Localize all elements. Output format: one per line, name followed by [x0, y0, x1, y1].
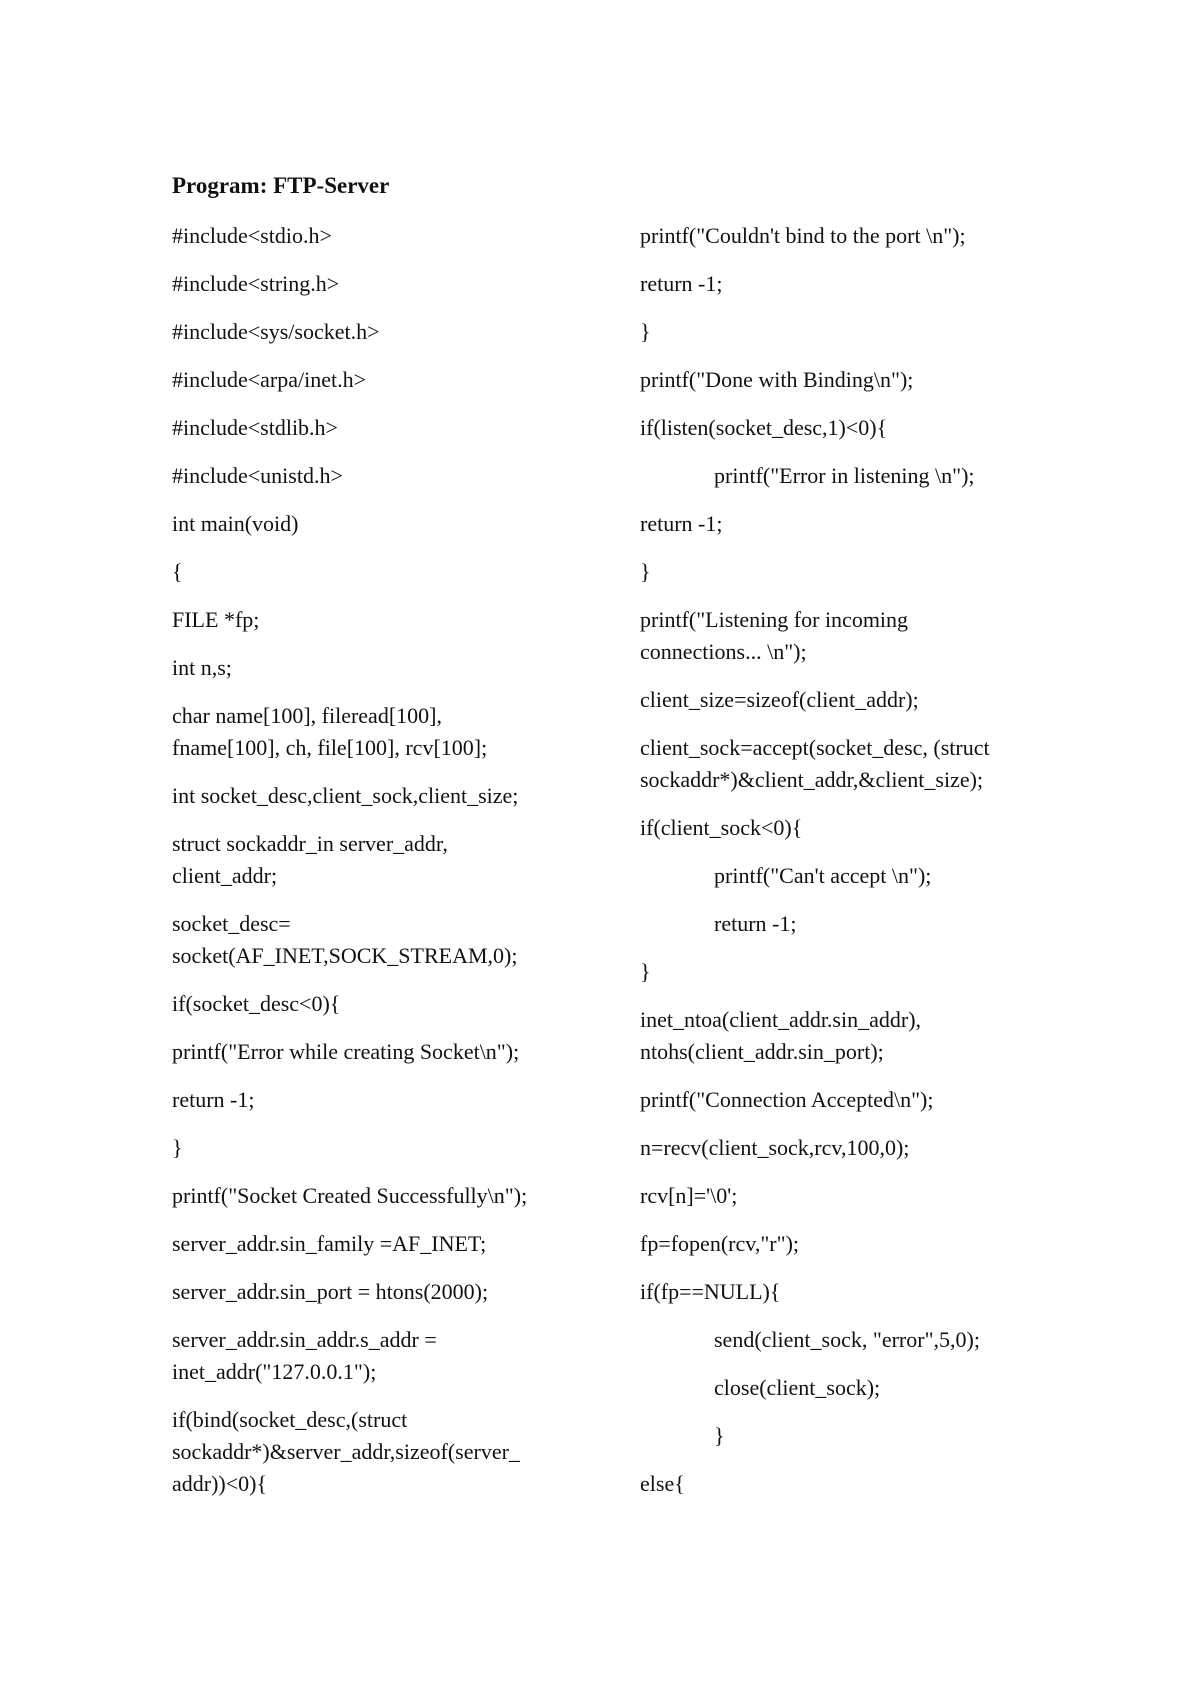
code-line: server_addr.sin_family =AF_INET;: [172, 1231, 487, 1256]
code-line: inet_ntoa(client_addr.sin_addr), ntohs(client_addr.sin_port);: [640, 1007, 922, 1064]
code-line: if(socket_desc<0){: [172, 991, 341, 1016]
code-line: server_addr.sin_port = htons(2000);: [172, 1279, 489, 1304]
code-line: if(listen(socket_desc,1)<0){: [640, 415, 888, 440]
code-line: if(client_sock<0){: [640, 815, 803, 840]
code-line: else{: [640, 1471, 685, 1496]
code-line: printf("Done with Binding\n");: [640, 367, 914, 392]
code-line: printf("Error while creating Socket\n");: [172, 1039, 520, 1064]
code-line: n=recv(client_sock,rcv,100,0);: [640, 1135, 910, 1160]
code-column-right: [640, 220, 1040, 1516]
code-line: #include<sys/socket.h>: [172, 319, 380, 344]
code-line: int n,s;: [172, 655, 232, 680]
code-line: }: [640, 559, 651, 584]
page-title: Program: FTP-Server: [172, 173, 390, 198]
code-line: }: [714, 1423, 725, 1448]
code-line: int main(void): [172, 511, 299, 536]
code-line: FILE *fp;: [172, 607, 260, 632]
code-line: char name[100], fileread[100], fname[100], ch, file[100], rcv[100];: [172, 703, 488, 760]
code-line: rcv[n]='\0';: [640, 1183, 738, 1208]
code-line: client_sock=accept(socket_desc, (struct sockaddr*)&client_addr,&client_size);: [640, 735, 990, 792]
code-line: int socket_desc,client_sock,client_size;: [172, 783, 519, 808]
code-line: fp=fopen(rcv,"r");: [640, 1231, 800, 1256]
code-line: }: [640, 319, 651, 344]
code-line: printf("Error in listening \n");: [714, 463, 975, 488]
code-line: printf("Can't accept \n");: [714, 863, 932, 888]
code-line: printf("Socket Created Successfully\n");: [172, 1183, 528, 1208]
code-line: #include<unistd.h>: [172, 463, 343, 488]
code-line: return -1;: [640, 511, 723, 536]
code-line: socket_desc= socket(AF_INET,SOCK_STREAM,0);: [172, 911, 518, 968]
code-line: server_addr.sin_addr.s_addr = inet_addr("127.0.0.1");: [172, 1327, 437, 1384]
code-line: {: [172, 559, 183, 584]
code-line: return -1;: [640, 271, 723, 296]
code-line: }: [172, 1135, 183, 1160]
code-line: #include<string.h>: [172, 271, 340, 296]
code-line: if(fp==NULL){: [640, 1279, 781, 1304]
code-line: #include<arpa/inet.h>: [172, 367, 367, 392]
code-line: }: [640, 959, 651, 984]
code-line: printf("Connection Accepted\n");: [640, 1087, 934, 1112]
code-line: printf("Couldn't bind to the port \n");: [640, 223, 966, 248]
code-line: return -1;: [172, 1087, 255, 1112]
code-line: struct sockaddr_in server_addr, client_addr;: [172, 831, 448, 888]
code-line: #include<stdio.h>: [172, 223, 332, 248]
code-line: send(client_sock, "error",5,0);: [714, 1327, 980, 1352]
code-line: if(bind(socket_desc,(struct sockaddr*)&server_addr,sizeof(server_ addr))<0){: [172, 1407, 520, 1496]
code-column-left: [172, 220, 592, 1516]
code-line: printf("Listening for incoming connections... \n");: [640, 607, 909, 664]
code-line: #include<stdlib.h>: [172, 415, 338, 440]
code-line: close(client_sock);: [714, 1375, 881, 1400]
code-line: client_size=sizeof(client_addr);: [640, 687, 919, 712]
code-line: return -1;: [714, 911, 797, 936]
